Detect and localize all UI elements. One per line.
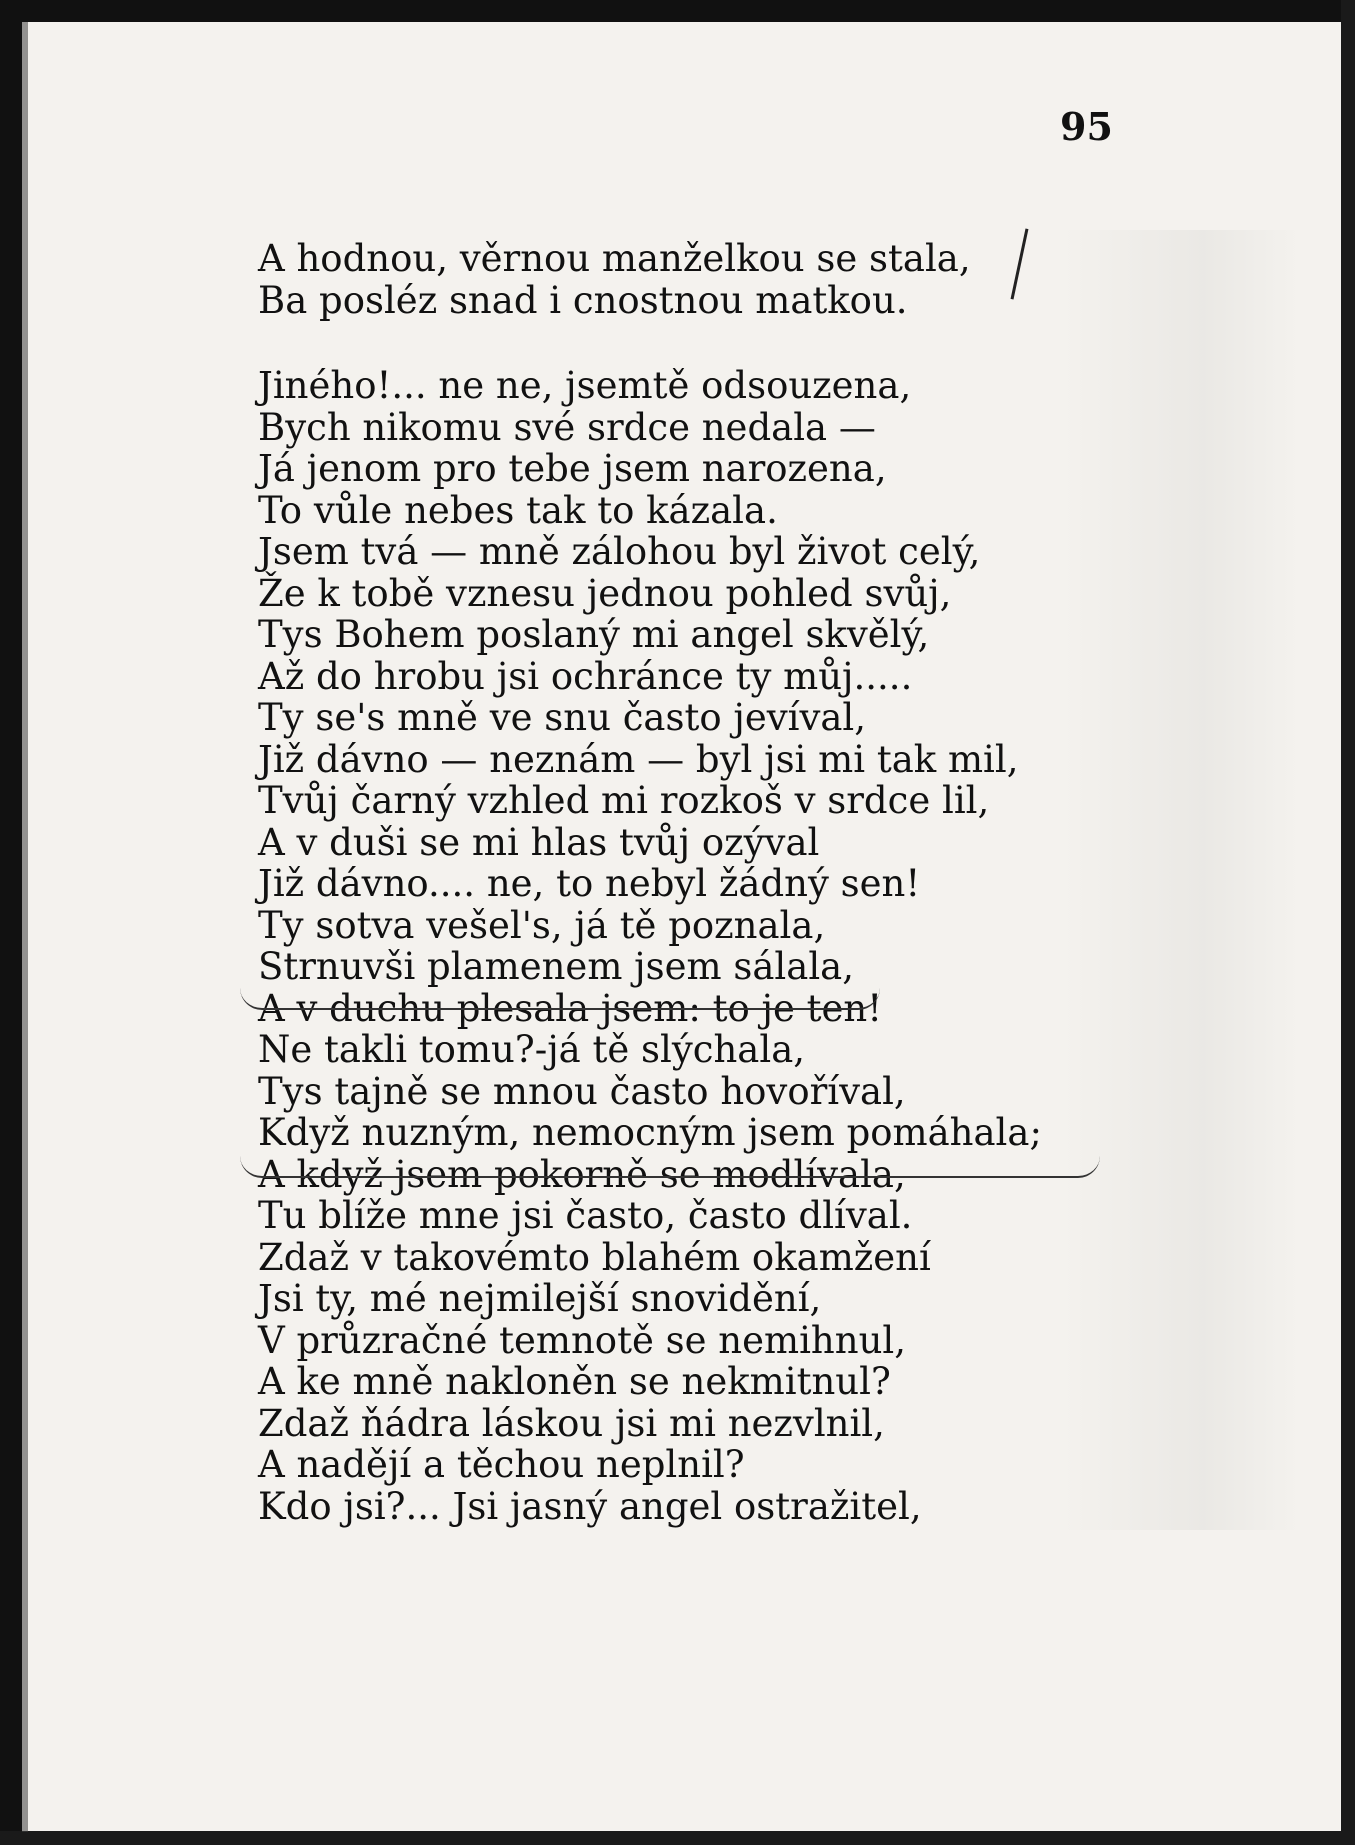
poem-line: A ke mně nakloněn se nekmitnul? [258, 1360, 891, 1403]
scan-border-left [0, 0, 22, 1845]
poem-line: Že k tobě vznesu jednou pohled svůj, [258, 571, 952, 615]
poem-line: Zdaž v takovémto blahém okamžení [258, 1235, 931, 1279]
poem-line: Strnuvši plamenem jsem sálala, [258, 945, 854, 988]
poem-line: To vůle nebes tak to kázala. [258, 488, 778, 532]
poem-line: Zdaž ňádra láskou jsi mi nezvlnil, [258, 1401, 885, 1445]
poem-line: Tu blíže mne jsi často, často dlíval. [258, 1194, 913, 1237]
handwritten-underline [240, 988, 880, 1010]
poem-line: Již dávno.... ne, to nebyl žádný sen! [258, 862, 921, 905]
poem-line: Ba posléz snad i cnostnou matkou. [258, 278, 908, 322]
poem-line: A když jsem pokorně se modlívala, [258, 1152, 906, 1196]
poem-line: Já jenom pro tebe jsem narozena, [258, 447, 887, 490]
handwritten-underline [240, 1156, 1100, 1178]
scan-border-bottom [0, 1831, 1355, 1845]
poem-text [258, 238, 1118, 1527]
poem-line: Ty sotva vešel's, já tě poznala, [258, 903, 826, 947]
scan-border-right [1341, 0, 1355, 1845]
poem-line: V průzračné temnotě se nemihnul, [258, 1318, 906, 1362]
poem-line: Tys Bohem poslaný mi angel skvělý, [258, 613, 930, 656]
poem-line: Již dávno — neznám — byl jsi mi tak mil, [258, 737, 1019, 781]
poem-line: Jsi ty, mé nejmilejší snovidění, [258, 1277, 822, 1320]
poem-line: Ne takli tomu?-já tě slýchala, [258, 1028, 806, 1071]
poem-line: Ty se's mně ve snu často jevíval, [258, 696, 867, 739]
poem-line: Tvůj čarný vzhled mi rozkoš v srdce lil, [258, 779, 990, 822]
page-number: 95 [1060, 104, 1113, 149]
scan-border-top [0, 0, 1355, 22]
stanza-1 [258, 238, 1118, 321]
poem-line: A nadějí a těchou neplnil? [258, 1443, 745, 1486]
poem-line: Bych nikomu své srdce nedala — [258, 405, 876, 449]
poem-line: Tys tajně se mnou často hovoříval, [258, 1069, 906, 1113]
poem-line: A v duši se mi hlas tvůj ozýval [258, 820, 820, 864]
poem-line: Jiného!... ne ne, jsemtě odsouzena, [258, 364, 912, 407]
poem-line: Když nuzným, nemocným jsem pomáhala; [258, 1111, 1042, 1154]
poem-line: Až do hrobu jsi ochránce ty můj..... [258, 654, 913, 698]
stanza-2 [258, 365, 1118, 1527]
stanza-gap [258, 321, 1118, 365]
poem-line: Jsem tvá — mně zálohou byl život celý, [258, 530, 981, 573]
poem-line: A v duchu plesala jsem: to je ten! [258, 986, 883, 1030]
poem-line: A hodnou, věrnou manželkou se stala, [258, 237, 971, 280]
book-spine-shadow [22, 22, 28, 1832]
poem-line: Kdo jsi?... Jsi jasný angel ostražitel, [258, 1484, 922, 1528]
